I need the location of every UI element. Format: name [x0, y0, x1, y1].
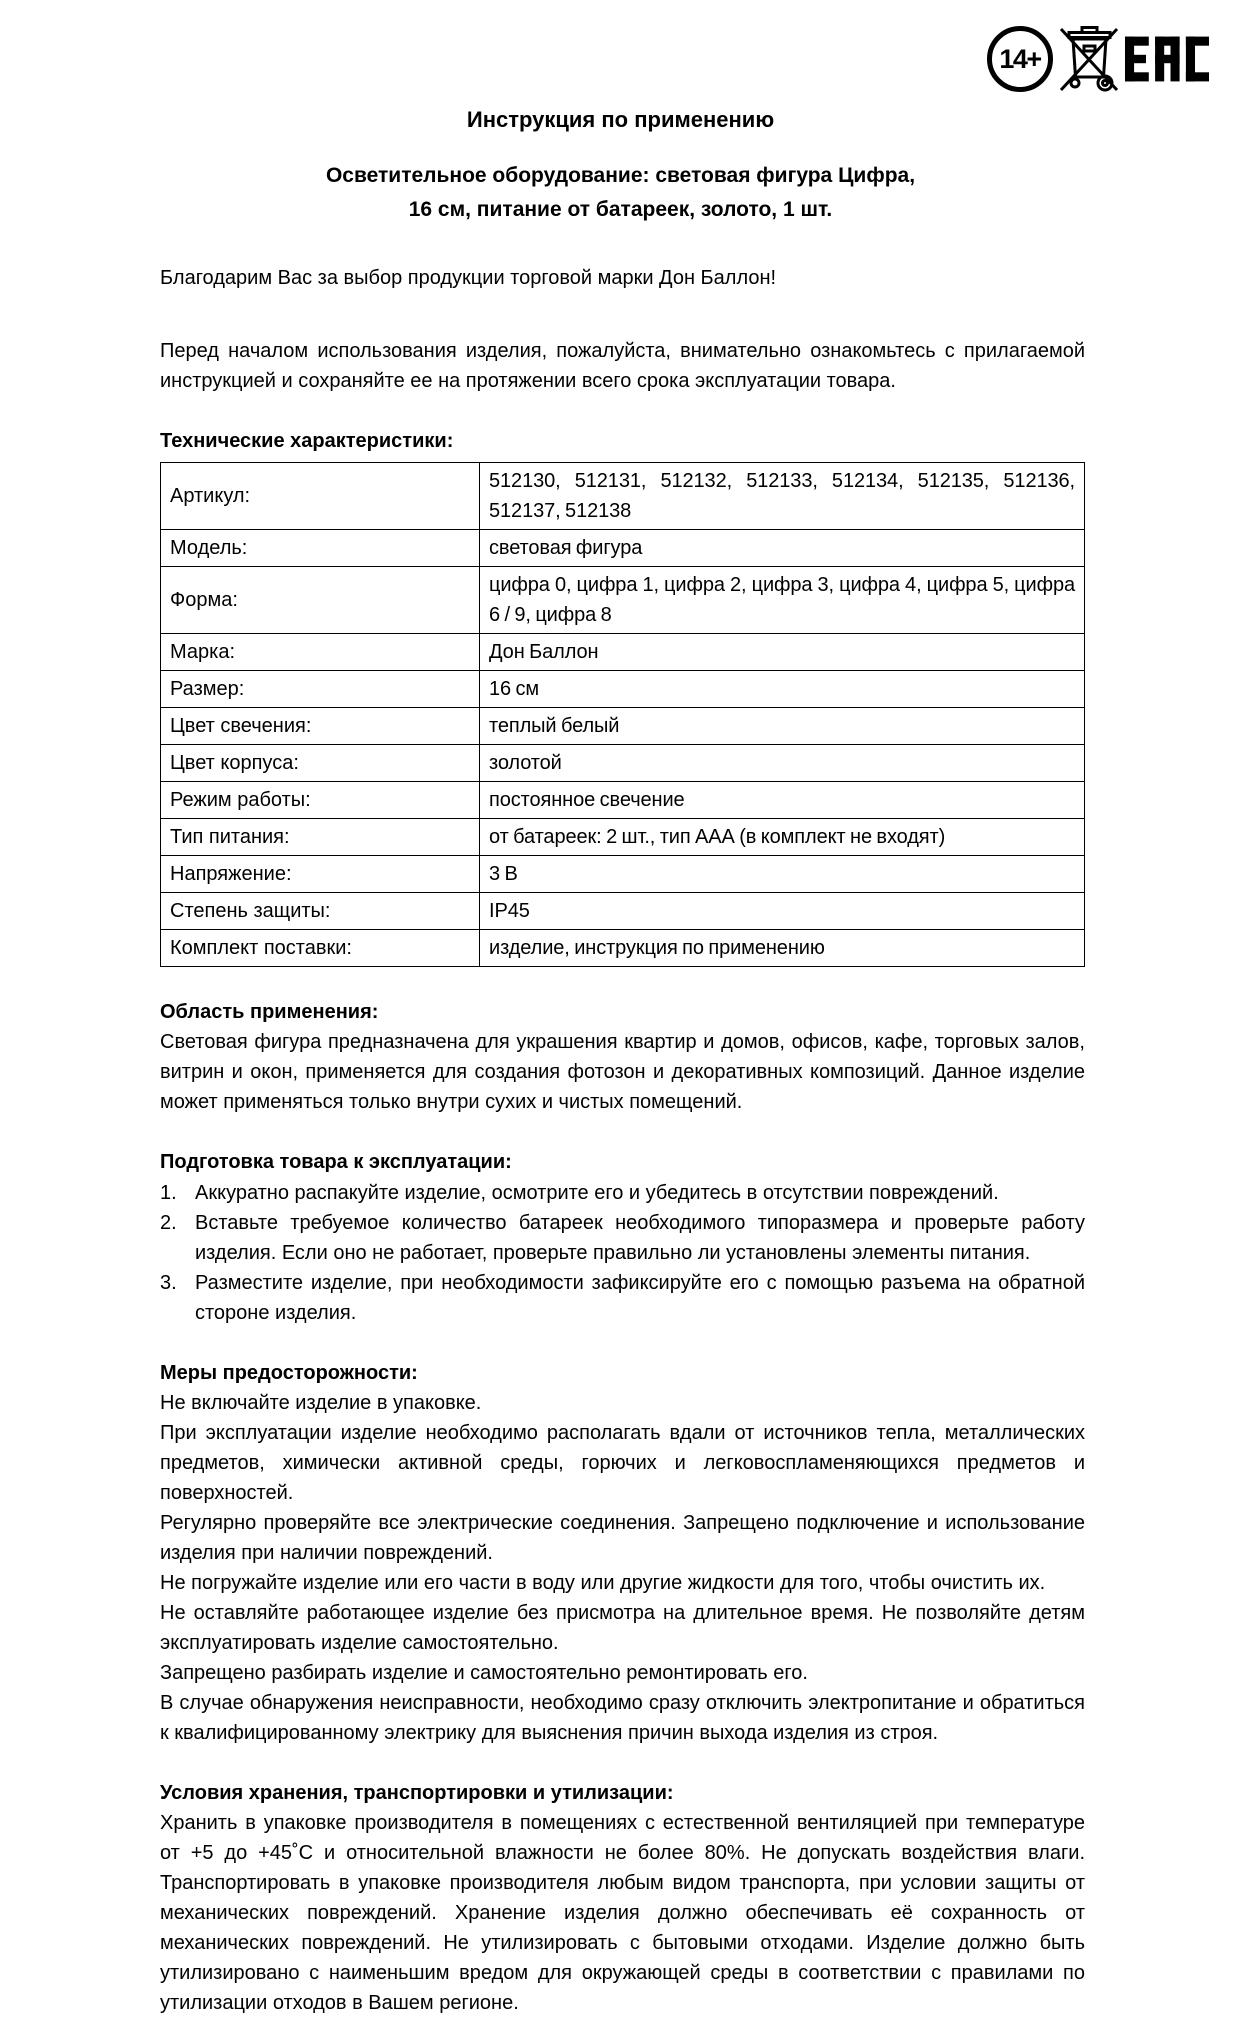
spec-label: Артикул: — [161, 463, 480, 530]
precaution-paragraph: При эксплуатации изделие необходимо располагать вдали от источников тепла, металлических предметов, химически активной среды, горючих и легковоспламеняющихся предметов и поверхностей. — [160, 1422, 1085, 1504]
spec-value: 512130, 512131, 512132, 512133, 512134, 512135, 512136, 512137, 512138 — [480, 463, 1085, 530]
spec-label: Размер: — [161, 671, 480, 708]
thanks-paragraph: Благодарим Вас за выбор продукции торговой марки Дон Баллон! — [160, 267, 777, 289]
list-item — [160, 1208, 1085, 1268]
spec-value: теплый белый — [480, 708, 1085, 745]
spec-value: постоянное свечение — [480, 782, 1085, 819]
spec-label: Форма: — [161, 567, 480, 634]
spec-value: изделие, инструкция по применению — [480, 930, 1085, 967]
spec-label: Комплект поставки: — [161, 930, 480, 967]
spec-value: 16 см — [480, 671, 1085, 708]
product-title — [0, 159, 1241, 227]
header-icons — [987, 26, 1209, 92]
precaution-paragraph: Не погружайте изделие или его части в воду или другие жидкости для того, чтобы очистить их. — [160, 1572, 1046, 1594]
spec-label: Цвет свечения: — [161, 708, 480, 745]
list-item-text: Вставьте требуемое количество батареек необходимого типоразмера и проверьте работу изделия. Если оно не работает, проверьте правильно ли установлены элементы питания. — [195, 1212, 1085, 1264]
notice-paragraph: Перед началом использования изделия, пожалуйста, внимательно ознакомьтесь с прилагаемой инструкцией и сохраняйте ее на протяжении всего срока эксплуатации товара. — [160, 340, 1085, 392]
table-row — [161, 567, 1085, 634]
spec-label: Напряжение: — [161, 856, 480, 893]
page-title: Инструкция по применению — [466, 107, 775, 132]
table-row — [161, 671, 1085, 708]
preparation-heading: Подготовка товара к эксплуатации: — [160, 1151, 512, 1173]
list-item — [160, 1178, 1085, 1208]
spec-value: световая фигура — [480, 530, 1085, 567]
list-item-number: 1. — [160, 1182, 177, 1204]
spec-value: от батареек: 2 шт., тип ААА (в комплект не входят) — [480, 819, 1085, 856]
table-row — [161, 893, 1085, 930]
table-row — [161, 745, 1085, 782]
specs-heading: Технические характеристики: — [160, 430, 454, 452]
storage-heading: Условия хранения, транспортировки и утилизации: — [160, 1782, 674, 1804]
table-row — [161, 782, 1085, 819]
spec-value: IP45 — [480, 893, 1085, 930]
application-heading: Область применения: — [160, 1001, 379, 1023]
precautions-heading: Меры предосторожности: — [160, 1362, 418, 1384]
precaution-paragraph: Не включайте изделие в упаковке. — [160, 1392, 482, 1414]
spec-label: Тип питания: — [161, 819, 480, 856]
list-item-number: 3. — [160, 1272, 177, 1294]
precaution-paragraph: Регулярно проверяйте все электрические соединения. Запрещено подключение и использование изделия при наличии повреждений. — [160, 1512, 1085, 1564]
table-row — [161, 708, 1085, 745]
spec-label: Модель: — [161, 530, 480, 567]
spec-label: Режим работы: — [161, 782, 480, 819]
table-row — [161, 819, 1085, 856]
list-item — [160, 1268, 1085, 1328]
list-item-number: 2. — [160, 1212, 177, 1234]
crossed-out-wheelie-bin-icon — [1060, 26, 1118, 92]
spec-value: цифра 0, цифра 1, цифра 2, цифра 3, цифра 4, цифра 5, цифра 6 / 9, цифра 8 — [480, 567, 1085, 634]
precaution-paragraph: Не оставляйте работающее изделие без присмотра на длительное время. Не позволяйте детям эксплуатировать изделие самостоятельно. — [160, 1602, 1085, 1654]
list-item-text: Разместите изделие, при необходимости зафиксируйте его с помощью разъема на обратной стороне изделия. — [195, 1272, 1085, 1324]
product-title-line2: 16 см, питание от батареек, золото, 1 шт. — [408, 198, 833, 221]
spec-label: Цвет корпуса: — [161, 745, 480, 782]
application-paragraph: Световая фигура предназначена для украшения квартир и домов, офисов, кафе, торговых залов, витрин и окон, применяется для создания фотозон и декоративных композиций. Данное изделие может применяться только внутри сухих и чистых помещений. — [160, 1031, 1085, 1113]
spec-value: золотой — [480, 745, 1085, 782]
table-row — [161, 463, 1085, 530]
preparation-list — [160, 1178, 1085, 1328]
document-body — [0, 263, 1241, 2018]
precaution-paragraph: Запрещено разбирать изделие и самостоятельно ремонтировать его. — [160, 1662, 808, 1684]
eac-mark-icon — [1125, 36, 1209, 82]
table-row — [161, 856, 1085, 893]
specs-table — [160, 462, 1085, 967]
table-row — [161, 930, 1085, 967]
precaution-paragraph: В случае обнаружения неисправности, необходимо сразу отключить электропитание и обратиться к квалифицированному электрику для выяснения причин выхода изделия из строя. — [160, 1692, 1085, 1744]
storage-paragraph: Хранить в упаковке производителя в помещениях с естественной вентиляцией при температуре от +5 до +45˚С и относительной влажности не более 80%. Не допускать воздействия влаги. Транспортировать в упаковке производителя любым видом транспорта, при условии защиты от механических повреждений. Хранение изделия должно обеспечивать её сохранность от механических повреждений. Не утилизировать с бытовыми отходами. Изделие должно быть утилизировано с наименьшим вредом для окружающей среды в соответствии с правилами по утилизации отходов в Вашем регионе. — [160, 1812, 1085, 2014]
age-rating-badge: 14+ — [987, 26, 1053, 92]
table-row — [161, 530, 1085, 567]
spec-value: Дон Баллон — [480, 634, 1085, 671]
list-item-text: Аккуратно распакуйте изделие, осмотрите его и убедитесь в отсутствии повреждений. — [195, 1182, 999, 1204]
spec-label: Марка: — [161, 634, 480, 671]
table-row — [161, 634, 1085, 671]
spec-label: Степень защиты: — [161, 893, 480, 930]
spec-value: 3 В — [480, 856, 1085, 893]
product-title-line1: Осветительное оборудование: световая фигура Цифра, — [325, 164, 916, 187]
